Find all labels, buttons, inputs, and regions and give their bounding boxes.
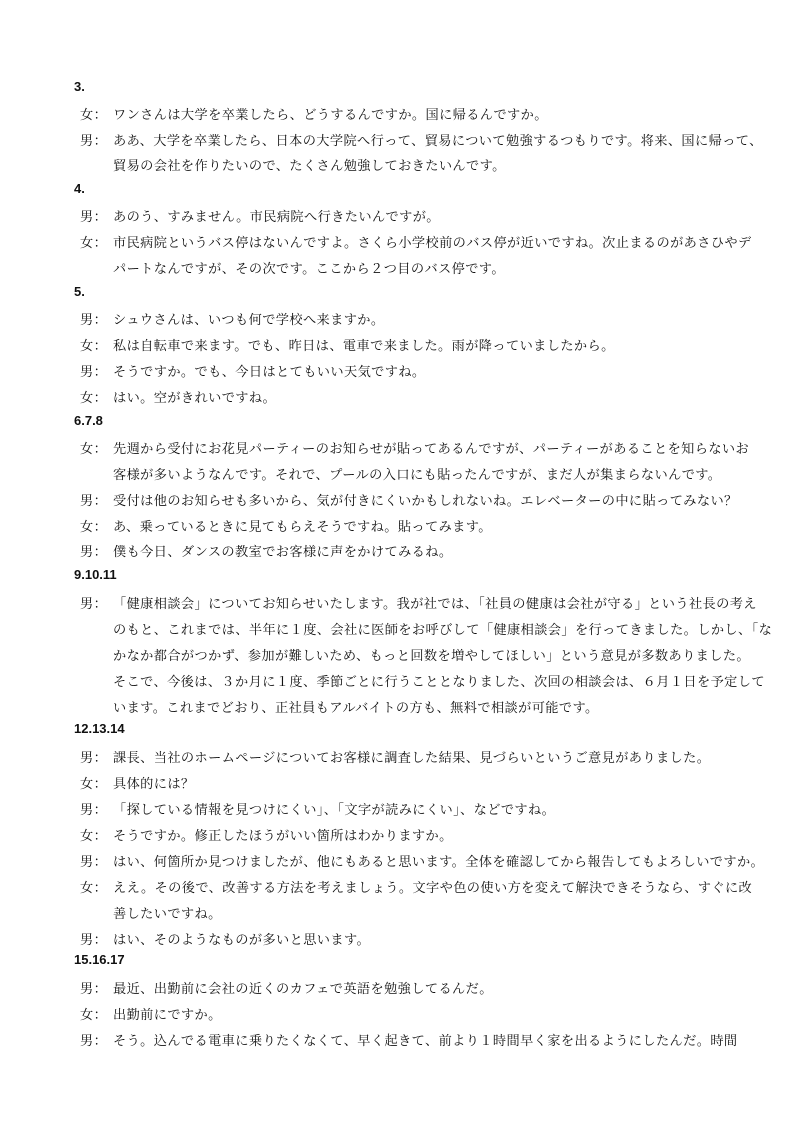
section-heading: 3. — [74, 79, 85, 94]
speaker-label: 女： — [80, 108, 108, 123]
dialogue-line — [113, 155, 506, 174]
speaker-label: 女： — [80, 236, 108, 251]
dialogue-text: そこで、今後は、３か月に１度、季節ごとに行うこととなりました、次回の相談会は、６月１日を予定して — [113, 675, 765, 690]
dialogue-line — [80, 1030, 738, 1049]
dialogue-line — [113, 258, 505, 277]
dialogue-line — [80, 825, 453, 844]
speaker-label: 男： — [80, 313, 108, 328]
dialogue-line — [80, 206, 440, 225]
dialogue-text: そうですか。修正したほうがいい箇所はわかりますか。 — [113, 829, 453, 844]
dialogue-text: あ、乗っているときに見てもらえそうですね。貼ってみます。 — [113, 520, 492, 535]
speaker-label: 男： — [80, 933, 108, 948]
dialogue-text: はい、そのようなものが多いと思います。 — [113, 933, 371, 948]
speaker-label: 男： — [80, 1034, 108, 1049]
speaker-label: 男： — [80, 803, 108, 818]
dialogue-line — [80, 232, 752, 251]
dialogue-text: ええ。その後で、改善する方法を考えましょう。文字や色の使い方を変えて解決できそうなら、すぐに改 — [113, 881, 753, 896]
speaker-label: 女： — [80, 829, 108, 844]
dialogue-line — [113, 671, 765, 690]
dialogue-line — [80, 978, 493, 997]
speaker-label: 男： — [80, 545, 108, 560]
speaker-label: 男： — [80, 855, 108, 870]
speaker-label: 男： — [80, 494, 108, 509]
dialogue-line — [80, 104, 548, 123]
dialogue-line — [80, 361, 426, 380]
dialogue-line — [113, 903, 222, 922]
dialogue-text: 僕も今日、ダンスの教室でお客様に声をかけてみるね。 — [113, 545, 453, 560]
dialogue-line — [80, 799, 555, 818]
dialogue-line — [80, 747, 710, 766]
dialogue-line — [80, 773, 195, 792]
dialogue-text: 「探している情報を見つけにくい」、「文字が読みにくい」、などですね。 — [113, 803, 556, 818]
section-heading: 6.7.8 — [74, 413, 103, 428]
speaker-label: 女： — [80, 1008, 108, 1023]
speaker-label: 男： — [80, 134, 108, 149]
dialogue-line — [80, 438, 749, 457]
dialogue-text: 「健康相談会」についてお知らせいたします。我が社では、「社員の健康は会社が守る」という社長の考え — [113, 597, 757, 612]
speaker-label: 女： — [80, 520, 108, 535]
dialogue-text: そう。込んでる電車に乗りたくなくて、早く起きて、前より１時間早く家を出るようにしたんだ。時間 — [113, 1034, 738, 1049]
dialogue-text: はい。空がきれいですね。 — [113, 391, 277, 406]
dialogue-line — [80, 309, 384, 328]
speaker-label: 女： — [80, 391, 108, 406]
dialogue-text: 具体的には？ — [113, 777, 195, 792]
dialogue-text: 貿易の会社を作りたいので、たくさん勉強しておきたいんです。 — [113, 159, 506, 174]
dialogue-text: 最近、出勤前に会社の近くのカフェで英語を勉強してるんだ。 — [113, 982, 493, 997]
dialogue-line — [80, 387, 276, 406]
dialogue-text: ワンさんは大学を卒業したら、どうするんですか。国に帰るんですか。 — [113, 108, 548, 123]
dialogue-text: のもと、これまでは、半年に１度、会社に医師をお呼びして「健康相談会」を行ってきました。しかし、「な — [113, 623, 773, 638]
dialogue-text: 出勤前にですか。 — [113, 1008, 222, 1023]
dialogue-line — [113, 645, 750, 664]
dialogue-line — [80, 593, 757, 612]
speaker-label: 女： — [80, 442, 108, 457]
dialogue-line — [80, 1004, 222, 1023]
dialogue-text: 受付は他のお知らせも多いから、気が付きにくいかもしれないね。エレベーターの中に貼ってみない？ — [113, 494, 738, 509]
dialogue-text: かなか都合がつかず、参加が難しいため、もっと回数を増やしてほしい」という意見が多数ありました。 — [113, 649, 751, 664]
dialogue-text: パートなんですが、その次です。ここから２つ目のバス停です。 — [113, 262, 505, 277]
section-heading: 15.16.17 — [74, 952, 125, 967]
dialogue-line — [80, 851, 764, 870]
dialogue-text: 私は自転車で来ます。でも、昨日は、電車で来ました。雨が降っていましたから。 — [113, 339, 615, 354]
dialogue-line — [80, 877, 752, 896]
dialogue-text: あのう、すみません。市民病院へ行きたいんですが。 — [113, 210, 440, 225]
speaker-label: 男： — [80, 210, 108, 225]
speaker-label: 女： — [80, 777, 108, 792]
section-heading: 4. — [74, 181, 85, 196]
dialogue-text: 先週から受付にお花見パーティーのお知らせが貼ってあるんですが、パーティーがあることを知らないお — [113, 442, 750, 457]
dialogue-line — [113, 464, 721, 483]
speaker-label: 男： — [80, 365, 108, 380]
dialogue-text: ああ、大学を卒業したら、日本の大学院へ行って、貿易について勉強するつもりです。将来、国に帰って、 — [113, 134, 763, 149]
dialogue-line — [80, 335, 615, 354]
section-heading: 5. — [74, 284, 85, 299]
dialogue-line — [80, 516, 492, 535]
dialogue-text: 善したいですね。 — [113, 907, 222, 922]
speaker-label: 女： — [80, 339, 108, 354]
dialogue-text: 客様が多いようなんです。それで、プールの入口にも貼ったんですが、まだ人が集まらないんです。 — [113, 468, 722, 483]
dialogue-line — [80, 541, 452, 560]
dialogue-text: 市民病院というバス停はないんですよ。さくら小学校前のバス停が近いですね。次止まるのがあさひやデ — [113, 236, 752, 251]
speaker-label: 男： — [80, 982, 108, 997]
speaker-label: 女： — [80, 881, 108, 896]
dialogue-line — [113, 697, 599, 716]
dialogue-text: はい、何箇所か見つけましたが、他にもあると思います。全体を確認してから報告してもよろしいですか。 — [113, 855, 765, 870]
speaker-label: 男： — [80, 751, 108, 766]
speaker-label: 男： — [80, 597, 108, 612]
section-heading: 9.10.11 — [74, 567, 117, 582]
dialogue-text: シュウさんは、いつも何で学校へ来ますか。 — [113, 313, 385, 328]
dialogue-line — [80, 130, 763, 149]
dialogue-line — [80, 929, 370, 948]
dialogue-text: 課長、当社のホームページについてお客様に調査した結果、見づらいというご意見がありました。 — [113, 751, 711, 766]
dialogue-line — [80, 490, 738, 509]
dialogue-text: います。これまでどおり、正社員もアルバイトの方も、無料で相談が可能です。 — [113, 701, 599, 716]
section-heading: 12.13.14 — [74, 721, 125, 736]
dialogue-text: そうですか。でも、今日はとてもいい天気ですね。 — [113, 365, 426, 380]
dialogue-line — [113, 619, 772, 638]
